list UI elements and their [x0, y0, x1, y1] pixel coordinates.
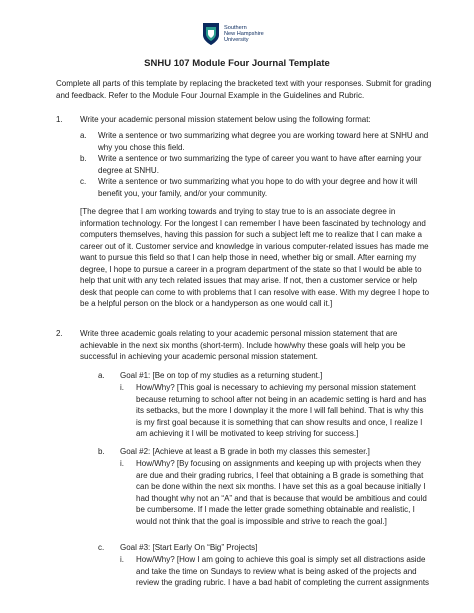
sub-label: a.: [80, 131, 87, 140]
how-why-text: How/Why? [This goal is necessary to achieving my personal mission statement because returning to school after not being in an academic setting is hard and has its setbacks, but the more I downplay it the more I will fall behind. That is why this is my first goal because it is something that can show results and once, I realize I am achieving it I will be motivated to keep striving for success.]: [136, 383, 427, 438]
goal-label: c.: [98, 543, 105, 552]
university-name: [224, 25, 264, 43]
sub-text: Write a sentence or two summarizing what degree you are working toward here at SNHU and why you chose this field.: [98, 131, 429, 152]
page-title: SNHU 107 Module Four Journal Template: [144, 58, 330, 69]
goal-text: Goal #2: [Achieve at least a B grade in both my classes this semester.]: [120, 447, 370, 456]
university-name-line: University: [224, 37, 249, 43]
question-text: Write three academic goals relating to your academic personal mission statement that are achievable in the next six months (short-term). Include how/why these goals will help you be successful in achieving your academic personal mission statement.: [80, 329, 406, 361]
intro-paragraph: Complete all parts of this template by replacing the bracketed text with your responses. Submit for grading and feedback. Refer to the Module Four Journal Example in the Guidelines and Rubric.: [56, 79, 432, 100]
university-logo: [202, 22, 292, 48]
mission-statement-response: [The degree that I am working towards and trying to stay true to is an associate degree in information technology. For the longest I can remember I have been fascinated by technology and computers themselves, having this passion for such a subject left me to realize that I can make a career out of it. Customer service and knowledge in various computer-related issues has made me want to pursue this field so that I can help those in need, whether big or small. After earning my degree, I hope to pursue a career in a program department of the state so that I would be able to help that unit with any tech related issues that may arise. If not, then a customer service or help desk that people can come to with problems that I can resolve with ease. With my degree I hope to be a helpful person on the block or a handyperson as one would call it.]: [80, 207, 430, 308]
how-why-text: How/Why? [By focusing on assignments and keeping up with projects when they are due and their grading rubrics, I feel that obtaining a B grade is something that can be done within the next six months. I have set this as a goal because initially I had thought why not an “A” and that is because that would be ambitious and could be cumbersome. If I made the letter grade something obtainable and realistic, I would not think that the goal is impossible and strive to reach the goal.]: [136, 459, 427, 526]
sub-label: c.: [80, 177, 87, 186]
question-number: 2.: [56, 329, 63, 338]
goal-text: Goal #3: [Start Early On “Big” Projects]: [120, 543, 258, 552]
sub-text: Write a sentence or two summarizing what you hope to do with your degree and how it will benefit you, your family, and/or your community.: [98, 177, 418, 198]
question-number: 1.: [56, 115, 63, 124]
goal-label: b.: [98, 447, 105, 456]
university-name-line: Southern: [224, 25, 247, 31]
goal-text: Goal #1: [Be on top of my studies as a returning student.]: [120, 371, 323, 380]
goal-label: a.: [98, 371, 105, 380]
how-why-text: How/Why? [How I am going to achieve this goal is simply set all distractions aside and take the time on Sundays to review what is being asked of the projects and review the grading rubric. I have a bad habit of completing the current assignments: [136, 555, 430, 587]
how-why-label: i.: [120, 383, 124, 392]
question-text: Write your academic personal mission statement below using the following format:: [80, 115, 371, 124]
shield-logo-icon: [202, 22, 220, 46]
sub-text: Write a sentence or two summarizing the type of career you want to have after earning your degree at SNHU.: [98, 154, 422, 175]
university-name-line: New Hampshire: [224, 31, 264, 37]
how-why-label: i.: [120, 459, 124, 468]
sub-label: b.: [80, 154, 87, 163]
how-why-label: i.: [120, 555, 124, 564]
